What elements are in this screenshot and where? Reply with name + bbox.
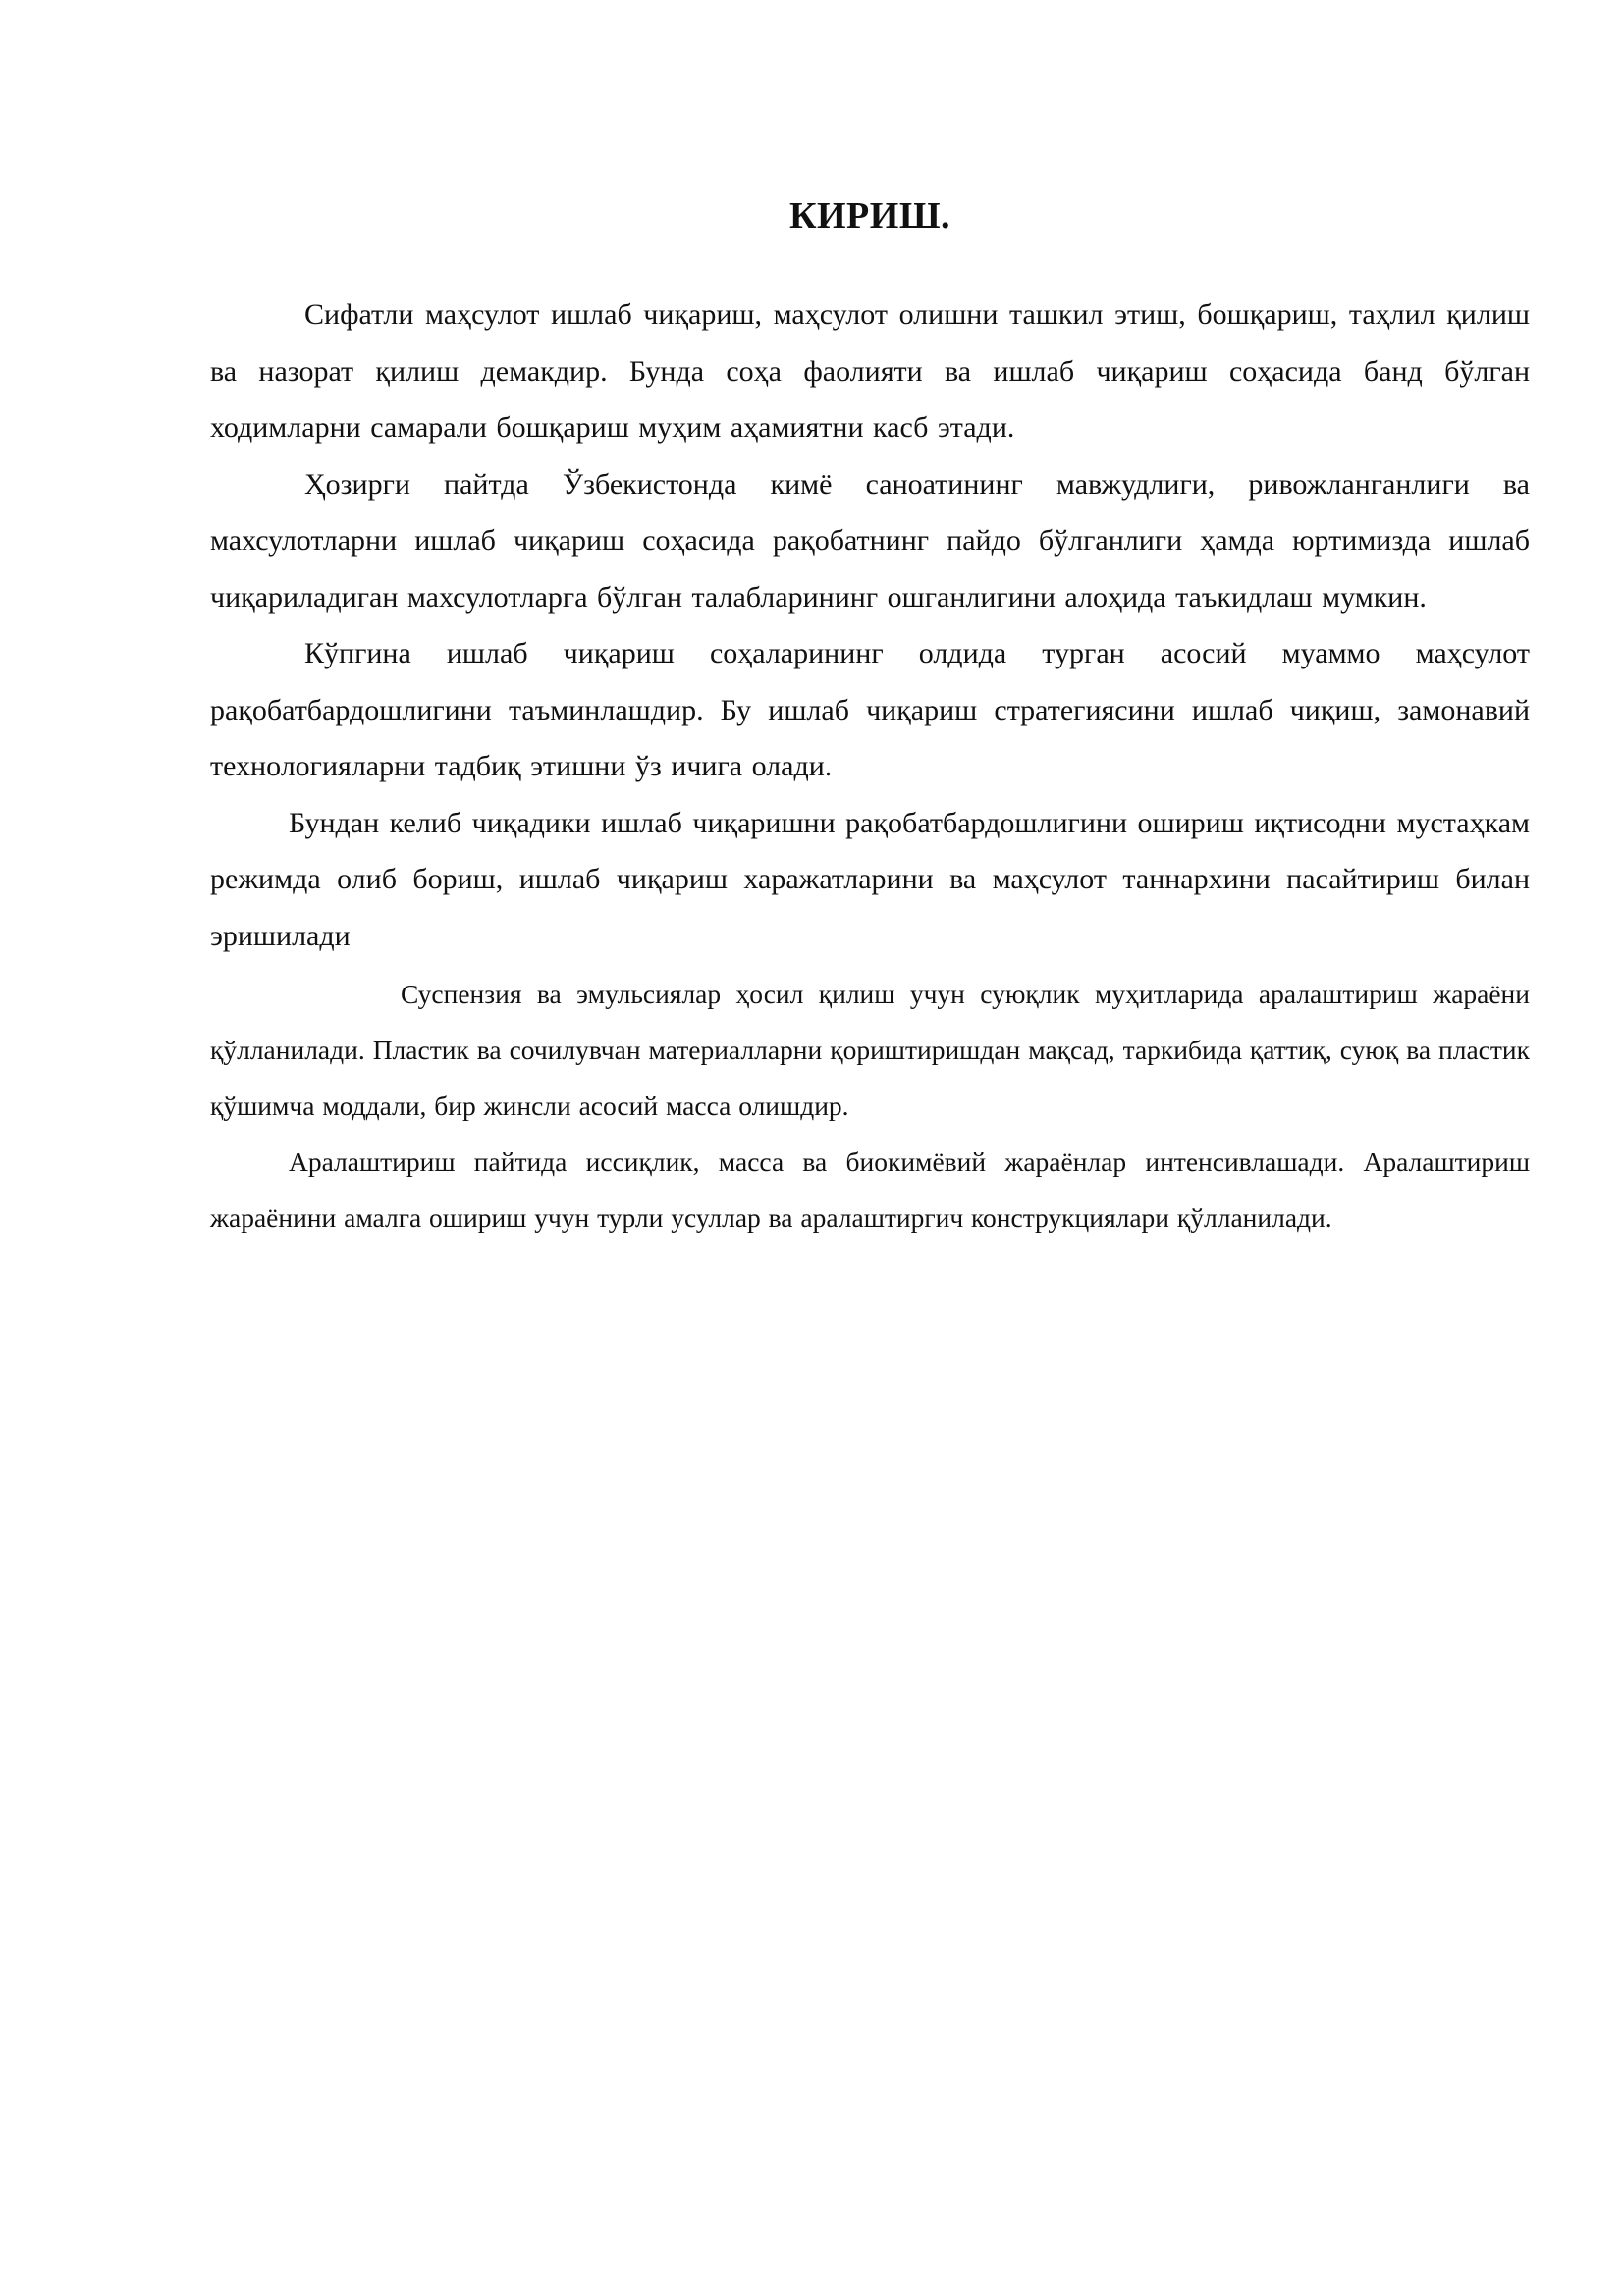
paragraph-6: Аралаштириш пайтида иссиқлик, масса ва биокимёвий жараёнлар интенсивлашади. Аралаштириш жараёнини амалга ошириш учун турли усуллар ва аралаштиргич конструкциялари қўлланилади. — [210, 1147, 1530, 1233]
paragraph-1: Сифатли маҳсулот ишлаб чиқариш, маҳсулот олишни ташкил этиш, бошқариш, таҳлил қилиш ва назорат қилиш демакдир. Бунда соҳа фаолияти ва ишлаб чиқариш соҳасида банд бўлган ходимларни самарали бошқариш муҳим аҳамиятни касб этади. — [210, 298, 1530, 444]
paragraph-2: Ҳозирги пайтда Ўзбекистонда кимё саноатининг мавжудлиги, ривожланганлиги ва махсулотларни ишлаб чиқариш соҳасида рақобатнинг пайдо бўлганлиги ҳамда юртимизда ишлаб чиқариладиган махсулотларга бўлган талабларининг ошганлигини алоҳида таъкидлаш мумкин. — [210, 467, 1530, 614]
document-body — [210, 187, 1530, 1246]
paragraph-3: Кўпгина ишлаб чиқариш соҳаларининг олдида турган асосий муаммо маҳсулот рақобатбардошлигини таъминлашдир. Бу ишлаб чиқариш стратегиясини ишлаб чиқиш, замонавий технологияларни тадбиқ этишни ўз ичига олади. — [210, 637, 1530, 782]
page-title: КИРИШ. — [788, 195, 951, 237]
paragraph-4: Бундан келиб чиқадики ишлаб чиқаришни рақобатбардошлигини ошириш иқтисодни мустаҳкам режимда олиб бориш, ишлаб чиқариш харажатларини ва маҳсулот таннархини пасайтириш билан эришилади — [210, 806, 1530, 952]
paragraph-5: Суспензия ва эмульсиялар ҳосил қилиш учун суюқлик муҳитларида аралаштириш жараёни қўлланилади. Пластик ва сочилувчан материалларни қориштиришдан мақсад, таркибида қаттиқ, суюқ ва пластик қўшимча моддали, бир жинсли асосий масса олишдир. — [210, 979, 1530, 1121]
